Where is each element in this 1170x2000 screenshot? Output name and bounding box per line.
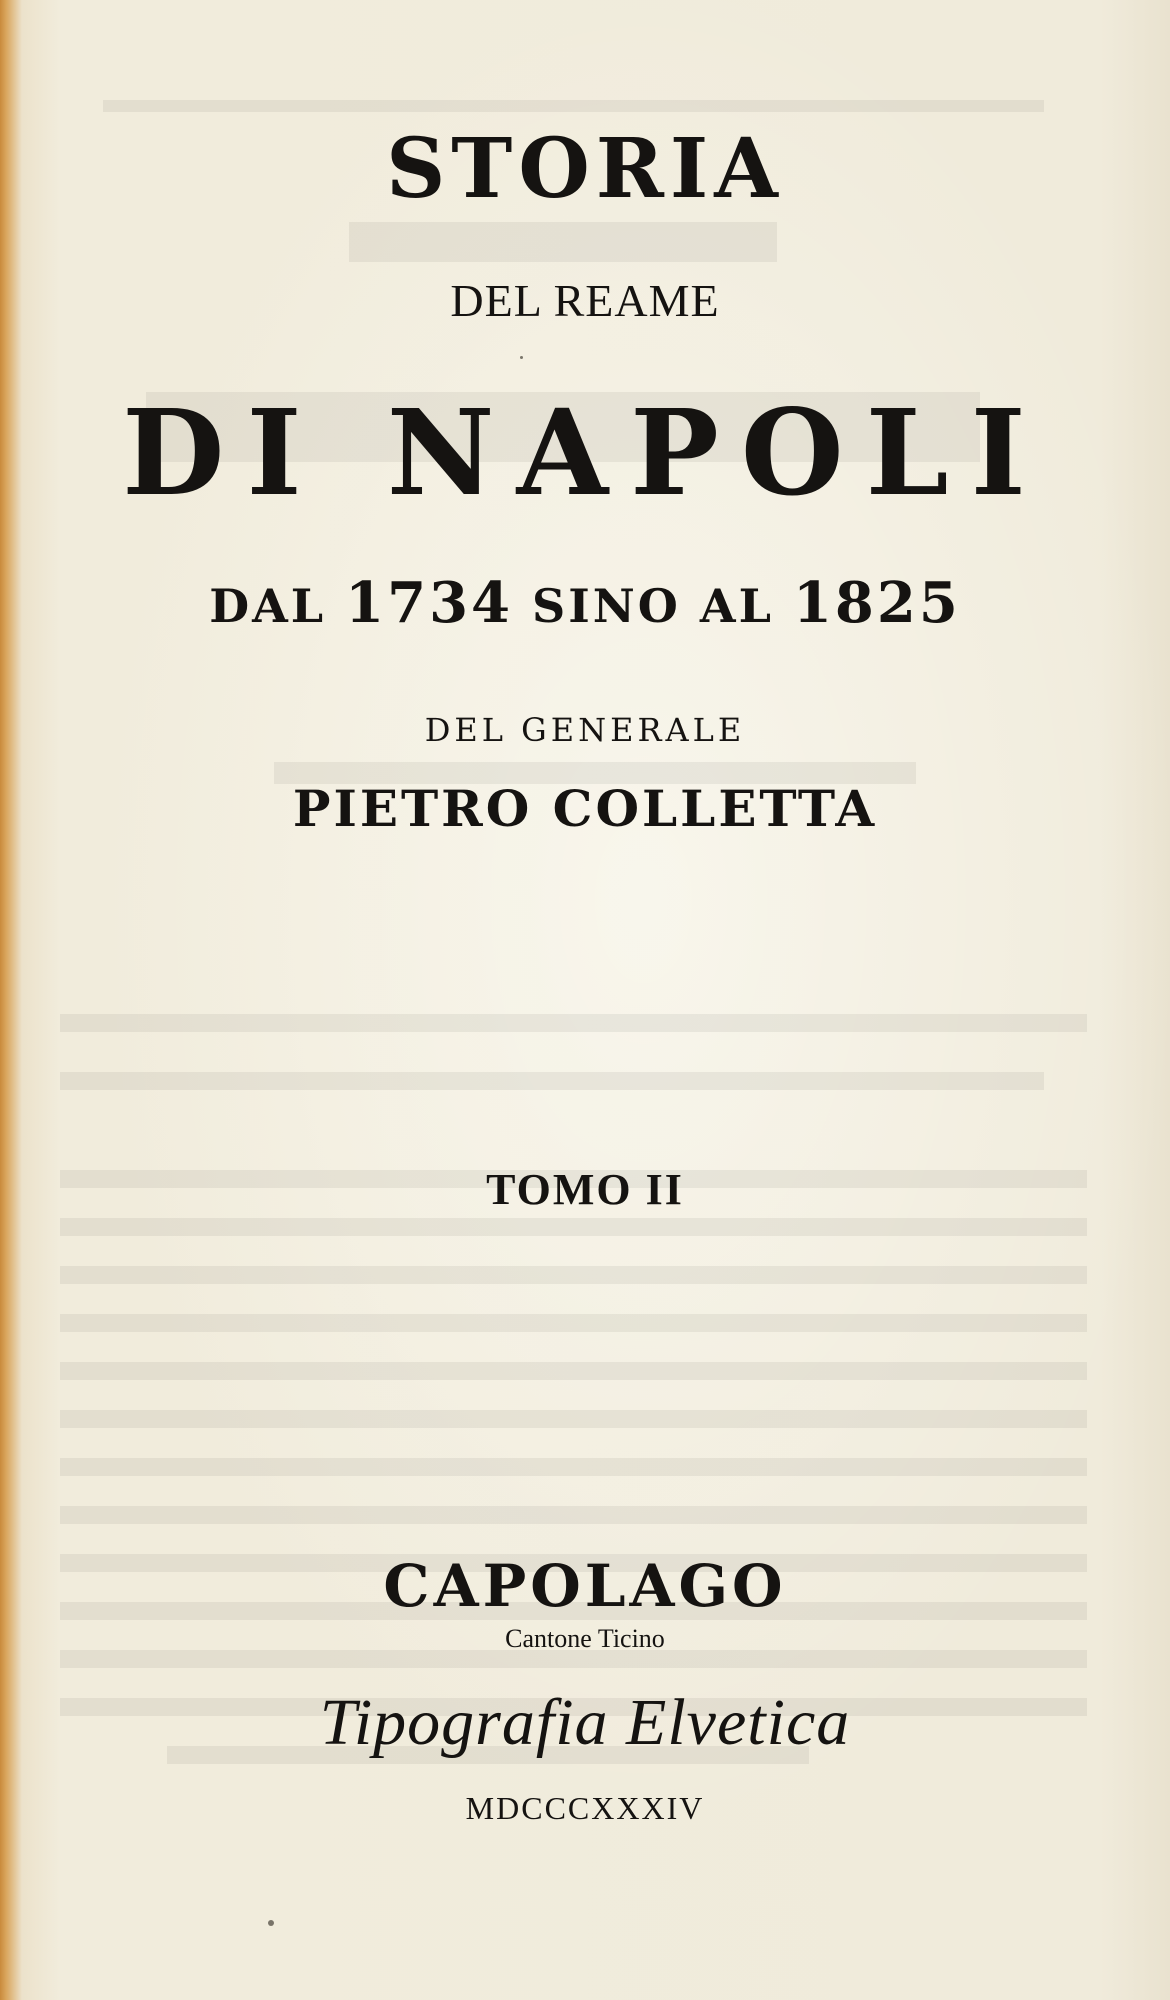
publication-canton: Cantone Ticino	[505, 1624, 665, 1653]
author-intro: DEL GENERALE	[424, 711, 746, 749]
date-prefix: DAL	[209, 579, 327, 633]
printer-name: Tipografia Elvetica	[319, 1686, 851, 1759]
end-year: 1825	[792, 570, 961, 636]
publication-place: CAPOLAGO	[383, 1552, 787, 1620]
ink-speck	[520, 356, 523, 359]
book-title: STORIA	[386, 121, 784, 217]
book-main-name: DI NAPOLI	[122, 383, 1048, 522]
date-connector: SINO AL	[532, 579, 774, 633]
publication-year: MDCCCXXXIV	[465, 1790, 705, 1826]
volume-number: TOMO II	[486, 1165, 684, 1214]
date-range	[0, 570, 1170, 636]
book-subtitle: DEL REAME	[450, 275, 720, 326]
author-name: PIETRO COLLETTA	[292, 779, 878, 838]
ink-speck	[268, 1920, 274, 1926]
start-year: 1734	[345, 570, 513, 636]
